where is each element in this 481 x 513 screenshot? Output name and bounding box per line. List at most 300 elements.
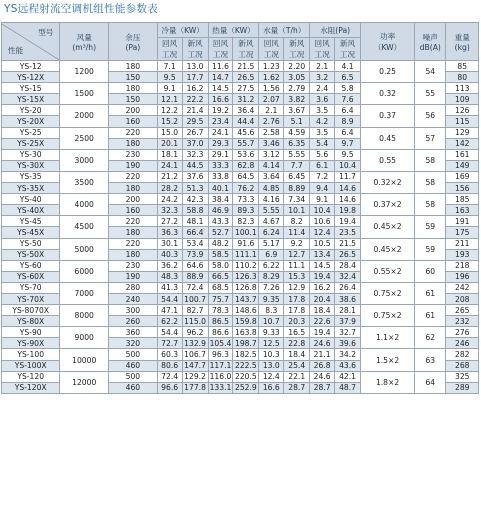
pressure-cell: 180 <box>109 227 158 238</box>
resist-fresh-cell: 9.7 <box>335 138 361 149</box>
power-cell: 1.5×2 <box>361 349 415 371</box>
water-fresh-cell: 10.1 <box>284 205 310 216</box>
cool-fresh-cell: 17.7 <box>182 72 208 83</box>
model-cell: YS-90X <box>2 338 60 349</box>
performance-table <box>1 22 479 394</box>
resist-fresh-cell: 11.7 <box>335 171 361 182</box>
resist-return-cell: 4.2 <box>310 116 335 127</box>
resist-fresh-cell: 39.6 <box>335 338 361 349</box>
cool-fresh-cell: 16.2 <box>182 83 208 94</box>
heat-return-cell: 40.1 <box>208 183 233 194</box>
weight-cell: 175 <box>446 227 479 238</box>
airflow-cell: 12000 <box>60 371 109 393</box>
water-fresh-cell: 11.4 <box>284 227 310 238</box>
water-return-cell: 4.67 <box>259 216 284 227</box>
cool-return-cell: 24.1 <box>157 160 182 171</box>
water-fresh-cell: 22.1 <box>284 371 310 382</box>
power-cell: 0.45 <box>361 127 415 149</box>
airflow-cell: 10000 <box>60 349 109 371</box>
heat-return-cell: 75.7 <box>208 293 233 304</box>
water-fresh-cell: 7.34 <box>284 194 310 205</box>
cool-return-cell: 7.1 <box>157 61 182 72</box>
pressure-cell: 460 <box>109 382 158 393</box>
water-fresh-cell: 16.5 <box>284 327 310 338</box>
heat-fresh-cell: 220.5 <box>233 371 259 382</box>
weight-cell: 282 <box>446 349 479 360</box>
resist-return-cell: 9.1 <box>310 194 335 205</box>
water-return-cell: 3.46 <box>259 138 284 149</box>
pressure-cell: 500 <box>109 371 158 382</box>
resist-return-cell: 3.5 <box>310 127 335 138</box>
cool-return-cell: 18.1 <box>157 149 182 160</box>
water-return-cell: 8.29 <box>259 271 284 282</box>
pressure-header: 余压 (Pa) <box>109 23 158 61</box>
pressure-cell: 460 <box>109 360 158 371</box>
water-fresh-cell: 2.20 <box>284 61 310 72</box>
model-cell: YS-70X <box>2 293 60 304</box>
water-fresh-cell: 22.8 <box>284 338 310 349</box>
cool-fresh-cell: 44.5 <box>182 160 208 171</box>
power-cell: 0.55×2 <box>361 260 415 282</box>
page-title: YS远程射流空调机组性能参数表 <box>4 3 159 15</box>
cool-return-cell: 40.3 <box>157 249 182 260</box>
weight-cell: 191 <box>446 216 479 227</box>
resist-return-cell: 3.6 <box>310 94 335 105</box>
cool-return-cell: 12.1 <box>157 94 182 105</box>
resist-return-cell: 24.6 <box>310 371 335 382</box>
resist-return-cell: 6.1 <box>310 160 335 171</box>
cool-fresh-cell: 72.4 <box>182 282 208 293</box>
resist-fresh-cell: 19.8 <box>335 205 361 216</box>
pressure-cell: 160 <box>109 116 158 127</box>
table-row <box>2 83 479 94</box>
water-return-cell: 12.4 <box>259 371 284 382</box>
fresh-air-condition-header: 新风 工况 <box>284 38 310 61</box>
water-return-cell: 2.76 <box>259 116 284 127</box>
heat-fresh-cell: 110.2 <box>233 260 259 271</box>
water-return-cell: 7.26 <box>259 282 284 293</box>
pressure-cell: 160 <box>109 205 158 216</box>
airflow-cell: 1200 <box>60 61 109 83</box>
cool-fresh-cell: 147.7 <box>182 360 208 371</box>
water-return-cell: 2.58 <box>259 127 284 138</box>
model-cell: YS-50X <box>2 249 60 260</box>
water-fresh-cell: 28.7 <box>284 382 310 393</box>
power-cell: 0.37 <box>361 105 415 127</box>
cool-fresh-cell: 115.0 <box>182 316 208 327</box>
model-cell: YS-15X <box>2 94 60 105</box>
weight-cell: 85 <box>446 61 479 72</box>
model-cell: YS-40X <box>2 205 60 216</box>
heat-return-cell: 66.5 <box>208 271 233 282</box>
model-cell: YS-120X <box>2 382 60 393</box>
cool-return-cell: 24.2 <box>157 194 182 205</box>
water-return-cell: 4.16 <box>259 194 284 205</box>
power-header: 功率 （KW） <box>361 23 415 61</box>
table-row <box>2 61 479 72</box>
resist-fresh-cell: 26.4 <box>335 282 361 293</box>
cool-return-cell: 9.1 <box>157 83 182 94</box>
water-return-cell: 6.22 <box>259 260 284 271</box>
pressure-cell: 180 <box>109 83 158 94</box>
heating-header: 热量（KW） <box>208 23 259 38</box>
cool-return-cell: 20.1 <box>157 138 182 149</box>
weight-cell: 265 <box>446 305 479 316</box>
cool-fresh-cell: 64.6 <box>182 260 208 271</box>
heat-return-cell: 86.6 <box>208 327 233 338</box>
cool-fresh-cell: 22.2 <box>182 94 208 105</box>
weight-cell: 163 <box>446 205 479 216</box>
pressure-cell: 320 <box>109 338 158 349</box>
cool-fresh-cell: 29.5 <box>182 116 208 127</box>
heat-fresh-cell: 182.5 <box>233 349 259 360</box>
airflow-cell: 4000 <box>60 194 109 216</box>
pressure-cell: 200 <box>109 105 158 116</box>
water-fresh-cell: 11.1 <box>284 260 310 271</box>
pressure-cell: 150 <box>109 72 158 83</box>
airflow-cell: 1500 <box>60 83 109 105</box>
water-fresh-cell: 17.8 <box>284 293 310 304</box>
model-cell: YS-15 <box>2 83 60 94</box>
water-return-cell: 1.62 <box>259 72 284 83</box>
cool-return-cell: 48.3 <box>157 271 182 282</box>
heat-fresh-cell: 36.4 <box>233 105 259 116</box>
heat-fresh-cell: 111.1 <box>233 249 259 260</box>
resist-return-cell: 2.1 <box>310 61 335 72</box>
water-return-cell: 6.24 <box>259 227 284 238</box>
airflow-header: 风量 (m³/h) <box>60 23 109 61</box>
model-cell: YS-60X <box>2 271 60 282</box>
cool-fresh-cell: 100.7 <box>182 293 208 304</box>
cool-return-cell: 15.0 <box>157 127 182 138</box>
water-return-cell: 3.64 <box>259 171 284 182</box>
water-return-cell: 1.56 <box>259 83 284 94</box>
pressure-cell: 240 <box>109 293 158 304</box>
airflow-cell: 7000 <box>60 282 109 304</box>
return-air-condition-header: 回风 工况 <box>157 38 182 61</box>
heat-return-cell: 38.4 <box>208 194 233 205</box>
heat-return-cell: 133.1 <box>209 383 232 393</box>
cool-return-cell: 32.3 <box>157 205 182 216</box>
cool-fresh-cell: 37.6 <box>182 171 208 182</box>
heat-fresh-cell: 126.3 <box>233 271 259 282</box>
water-return-cell: 5.17 <box>259 238 284 249</box>
power-cell: 0.45×2 <box>361 216 415 238</box>
pressure-cell: 180 <box>109 249 158 260</box>
table-row <box>2 127 479 138</box>
weight-cell: 211 <box>446 238 479 249</box>
fresh-air-condition-header: 新风 工况 <box>233 38 259 61</box>
heat-fresh-cell: 82.3 <box>233 216 259 227</box>
cool-return-cell: 21.2 <box>157 171 182 182</box>
model-cell: YS-35 <box>2 171 60 182</box>
table-row <box>2 149 479 160</box>
weight-cell: 268 <box>446 360 479 371</box>
airflow-cell: 5000 <box>60 238 109 260</box>
resist-return-cell: 19.4 <box>310 327 335 338</box>
water-fresh-cell: 8.2 <box>284 216 310 227</box>
water-fresh-cell: 3.82 <box>284 94 310 105</box>
water-header: 水量（T/h） <box>259 23 310 38</box>
water-resistance-header: 水阻(Pa) <box>310 23 361 38</box>
water-return-cell: 4.14 <box>259 160 284 171</box>
pressure-cell: 200 <box>109 194 158 205</box>
water-fresh-cell: 17.8 <box>284 305 310 316</box>
water-return-cell: 6.9 <box>259 249 284 260</box>
noise-cell: 57 <box>415 127 446 149</box>
heat-return-cell: 19.2 <box>208 105 233 116</box>
weight-cell: 246 <box>446 338 479 349</box>
table-row <box>2 371 479 382</box>
water-fresh-cell: 25.4 <box>284 360 310 371</box>
cool-return-cell: 28.2 <box>157 183 182 194</box>
table-row <box>2 260 479 271</box>
power-cell: 0.75×2 <box>361 305 415 327</box>
model-cell: YS-12 <box>2 61 60 72</box>
cool-return-cell: 96.6 <box>157 382 182 393</box>
cool-return-cell: 15.2 <box>157 116 182 127</box>
pressure-cell: 230 <box>109 149 158 160</box>
cool-fresh-cell: 177.8 <box>182 382 208 393</box>
cool-fresh-cell: 26.7 <box>182 127 208 138</box>
cool-fresh-cell: 88.9 <box>182 271 208 282</box>
resist-fresh-cell: 32.7 <box>335 327 361 338</box>
noise-cell: 54 <box>415 61 446 83</box>
resist-return-cell: 22.6 <box>310 316 335 327</box>
heat-return-cell: 16.6 <box>208 94 233 105</box>
heat-return-cell: 11.6 <box>208 61 233 72</box>
cool-fresh-cell: 32.3 <box>182 149 208 160</box>
model-cell: YS-20X <box>2 116 60 127</box>
pressure-cell: 280 <box>109 282 158 293</box>
heat-return-cell: 33.8 <box>208 171 233 182</box>
resist-return-cell: 13.4 <box>310 249 335 260</box>
resist-return-cell: 3.2 <box>310 72 335 83</box>
water-return-cell: 16.6 <box>259 382 284 393</box>
weight-cell: 113 <box>446 83 479 94</box>
cool-return-cell: 54.4 <box>157 293 182 304</box>
table-row <box>2 305 479 316</box>
resist-fresh-cell: 6.5 <box>335 72 361 83</box>
heat-return-cell: 14.5 <box>208 83 233 94</box>
cool-return-cell: 62.2 <box>157 316 182 327</box>
weight-cell: 109 <box>446 94 479 105</box>
pressure-cell: 500 <box>109 349 158 360</box>
cool-fresh-cell: 66.4 <box>182 227 208 238</box>
weight-cell: 276 <box>446 327 479 338</box>
model-cell: YS-35X <box>2 183 60 194</box>
power-cell: 1.8×2 <box>361 371 415 393</box>
cool-return-cell: 60.3 <box>157 349 182 360</box>
cool-fresh-cell: 21.4 <box>182 105 208 116</box>
resist-fresh-cell: 23.5 <box>335 227 361 238</box>
resist-fresh-cell: 42.1 <box>335 371 361 382</box>
heat-fresh-cell: 143.7 <box>233 293 259 304</box>
power-cell: 0.75×2 <box>361 282 415 304</box>
weight-cell: 232 <box>446 316 479 327</box>
heat-return-cell: 14.7 <box>208 72 233 83</box>
heat-return-cell: 117.1 <box>209 361 232 371</box>
heat-fresh-cell: 100.1 <box>233 227 259 238</box>
weight-cell: 242 <box>446 282 479 293</box>
table-row <box>2 105 479 116</box>
model-cell: YS-45X <box>2 227 60 238</box>
resist-return-cell: 26.8 <box>310 360 335 371</box>
heat-fresh-cell: 45.6 <box>233 127 259 138</box>
power-cell: 0.37×2 <box>361 194 415 216</box>
cool-return-cell: 41.3 <box>157 282 182 293</box>
noise-cell: 64 <box>415 371 446 393</box>
heat-fresh-cell: 252.9 <box>233 382 259 393</box>
resist-fresh-cell: 34.2 <box>335 349 361 360</box>
water-fresh-cell: 8.89 <box>284 183 310 194</box>
resist-fresh-cell: 37.9 <box>335 316 361 327</box>
heat-fresh-cell: 31.2 <box>233 94 259 105</box>
cool-fresh-cell: 132.9 <box>182 338 208 349</box>
resist-fresh-cell: 38.6 <box>335 293 361 304</box>
resist-return-cell: 3.5 <box>310 105 335 116</box>
pressure-cell: 180 <box>109 138 158 149</box>
resist-return-cell: 7.2 <box>310 171 335 182</box>
heat-return-cell: 24.1 <box>208 127 233 138</box>
resist-return-cell: 9.4 <box>310 183 335 194</box>
heat-return-cell: 48.2 <box>208 238 233 249</box>
airflow-cell: 9000 <box>60 327 109 349</box>
pressure-cell: 190 <box>109 160 158 171</box>
heat-return-cell: 58.5 <box>208 249 233 260</box>
weight-cell: 142 <box>446 138 479 149</box>
return-air-condition-header: 回风 工况 <box>208 38 233 61</box>
cool-fresh-cell: 73.9 <box>182 249 208 260</box>
resist-return-cell: 21.1 <box>310 349 335 360</box>
water-fresh-cell: 6.45 <box>284 171 310 182</box>
cool-fresh-cell: 13.0 <box>182 61 208 72</box>
resist-return-cell: 10.6 <box>310 216 335 227</box>
weight-cell: 129 <box>446 127 479 138</box>
water-fresh-cell: 4.59 <box>284 127 310 138</box>
heat-fresh-cell: 73.3 <box>233 194 259 205</box>
weight-cell: 193 <box>446 249 479 260</box>
noise-cell: 58 <box>415 149 446 171</box>
table-row <box>2 238 479 249</box>
model-cell: YS-12X <box>2 72 60 83</box>
pressure-cell: 360 <box>109 327 158 338</box>
noise-cell: 58 <box>415 171 446 193</box>
pressure-cell: 220 <box>109 127 158 138</box>
model-cell: YS-25X <box>2 138 60 149</box>
weight-header: 重量 (kg) <box>446 23 479 61</box>
heat-fresh-cell: 163.8 <box>233 327 259 338</box>
weight-cell: 80 <box>446 72 479 83</box>
weight-cell: 196 <box>446 271 479 282</box>
water-fresh-cell: 12.9 <box>284 282 310 293</box>
heat-return-cell: 43.3 <box>208 216 233 227</box>
cool-fresh-cell: 58.8 <box>182 205 208 216</box>
model-cell: YS-120 <box>2 371 60 382</box>
heat-fresh-cell: 27.5 <box>233 83 259 94</box>
resist-fresh-cell: 5.8 <box>335 83 361 94</box>
heat-return-cell: 58.0 <box>208 260 233 271</box>
heat-return-cell: 96.3 <box>208 349 233 360</box>
weight-cell: 161 <box>446 149 479 160</box>
cool-return-cell: 47.1 <box>157 305 182 316</box>
resist-fresh-cell: 8.9 <box>335 116 361 127</box>
cool-fresh-cell: 37.0 <box>182 138 208 149</box>
water-return-cell: 10.7 <box>259 316 284 327</box>
water-fresh-cell: 3.67 <box>284 105 310 116</box>
table-row <box>2 194 479 205</box>
return-air-condition-header: 回风 工况 <box>310 38 335 61</box>
pressure-cell: 150 <box>109 94 158 105</box>
pressure-cell: 220 <box>109 238 158 249</box>
resist-return-cell: 18.4 <box>310 305 335 316</box>
resist-return-cell: 28.7 <box>310 382 335 393</box>
resist-fresh-cell: 10.4 <box>335 160 361 171</box>
model-cell: YS-100 <box>2 349 60 360</box>
resist-fresh-cell: 28.1 <box>335 305 361 316</box>
resist-return-cell: 10.5 <box>310 238 335 249</box>
noise-cell: 61 <box>415 282 446 304</box>
water-return-cell: 12.5 <box>259 338 284 349</box>
resist-return-cell: 5.4 <box>310 138 335 149</box>
heat-fresh-cell: 89.3 <box>233 205 259 216</box>
water-fresh-cell: 5.1 <box>284 116 310 127</box>
cool-fresh-cell: 96.2 <box>182 327 208 338</box>
pressure-cell: 180 <box>109 61 158 72</box>
resist-fresh-cell: 14.6 <box>335 183 361 194</box>
heat-fresh-cell: 91.6 <box>233 238 259 249</box>
model-performance-header <box>2 23 60 61</box>
airflow-cell: 3000 <box>60 149 109 171</box>
noise-header: 噪声 dB(A) <box>415 23 446 61</box>
water-fresh-cell: 15.3 <box>284 271 310 282</box>
noise-cell: 58 <box>415 194 446 216</box>
weight-cell: 126 <box>446 105 479 116</box>
pressure-cell: 300 <box>109 305 158 316</box>
weight-cell: 149 <box>446 160 479 171</box>
pressure-cell: 190 <box>109 271 158 282</box>
airflow-cell: 3500 <box>60 171 109 193</box>
model-cell: YS-8070X <box>2 305 60 316</box>
weight-cell: 169 <box>446 171 479 182</box>
heat-fresh-cell: 198.7 <box>233 338 259 349</box>
model-cell: YS-40 <box>2 194 60 205</box>
water-fresh-cell: 5.55 <box>284 149 310 160</box>
resist-fresh-cell: 7.6 <box>335 94 361 105</box>
weight-cell: 289 <box>446 382 479 393</box>
heat-fresh-cell: 55.7 <box>233 138 259 149</box>
heat-fresh-cell: 148.6 <box>233 305 259 316</box>
weight-cell: 208 <box>446 293 479 304</box>
cool-return-cell: 72.7 <box>157 338 182 349</box>
noise-cell: 62 <box>415 327 446 349</box>
water-return-cell: 9.35 <box>259 293 284 304</box>
heat-fresh-cell: 126.8 <box>233 282 259 293</box>
water-fresh-cell: 20.3 <box>284 316 310 327</box>
resist-return-cell: 12.4 <box>310 227 335 238</box>
model-cell: YS-90 <box>2 327 60 338</box>
heat-return-cell: 46.9 <box>208 205 233 216</box>
resist-fresh-cell: 43.6 <box>335 360 361 371</box>
cool-return-cell: 72.4 <box>157 371 182 382</box>
power-cell: 0.32 <box>361 83 415 105</box>
noise-cell: 59 <box>415 238 446 260</box>
heat-return-cell: 23.4 <box>208 116 233 127</box>
noise-cell: 63 <box>415 349 446 371</box>
heat-return-cell: 29.3 <box>208 138 233 149</box>
water-return-cell: 13.0 <box>259 360 284 371</box>
model-cell: YS-80X <box>2 316 60 327</box>
